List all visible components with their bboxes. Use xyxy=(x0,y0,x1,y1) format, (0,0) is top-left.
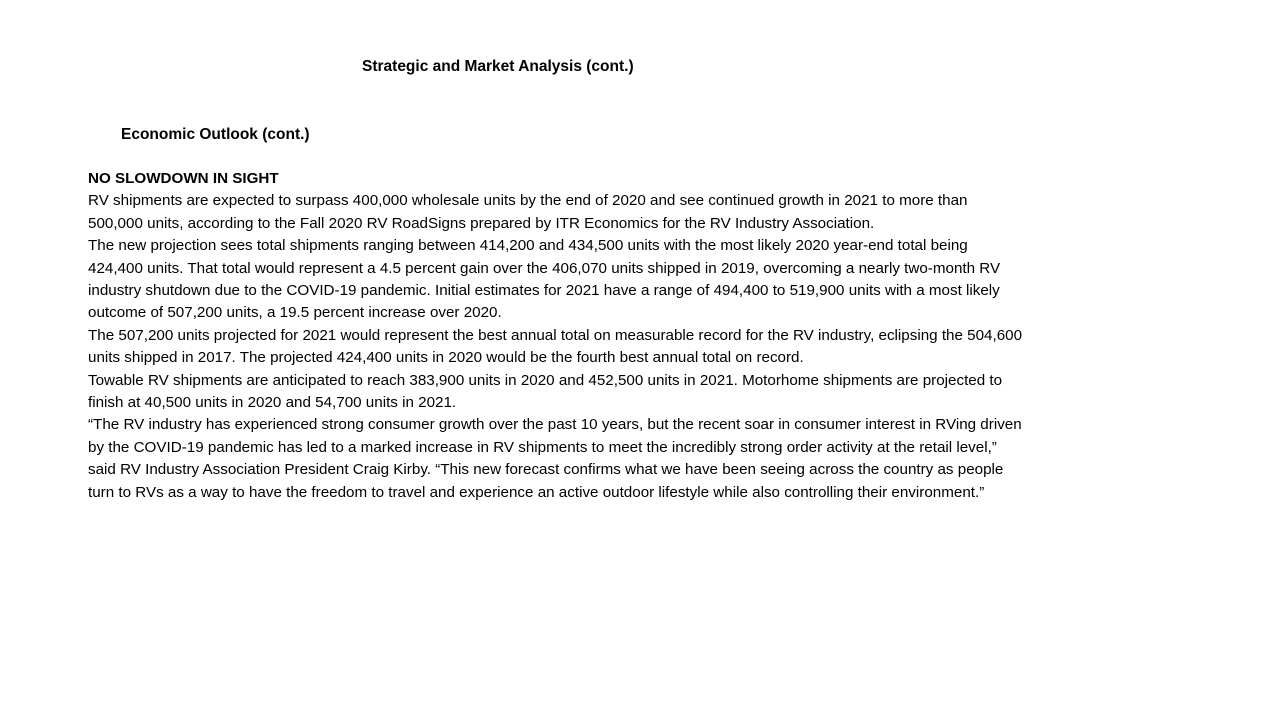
paragraph: The new projection sees total shipments ranging between 414,200 and 434,500 units with the most likely 2020 year-end total being 424,400 units. That total would represent a 4.5 percent gain over the 406,070 units shipped in 2019, overcoming a nearly two-month RV industry shutdown due to the COVID-19 pandemic. Initial estimates for 2021 have a range of 494,400 to 519,900 units with a most likely outcome of 507,200 units, a 19.5 percent increase over 2020. xyxy=(88,237,1001,322)
paragraph: “The RV industry has experienced strong consumer growth over the past 10 years, but the recent soar in consumer interest in RVing driven by the COVID-19 pandemic has led to a marked increase in RV shipments to meet the incredibly strong order activity at the retail level,” said RV Industry Association President Craig Kirby. “This new forecast confirms what we have been seeing across the country as people turn to RVs as a way to have the freedom to travel and experience an active outdoor lifestyle while also controlling their environment.” xyxy=(88,416,1022,501)
paragraph: RV shipments are expected to surpass 400,000 wholesale units by the end of 2020 and see continued growth in 2021 to more than 500,000 units, according to the Fall 2020 RV RoadSigns prepared by ITR Economics for the RV Industry Association. xyxy=(88,192,968,232)
section-heading: Economic Outlook (cont.) xyxy=(121,126,310,143)
slide-title: Strategic and Market Analysis (cont.) xyxy=(362,58,634,75)
paragraph: The 507,200 units projected for 2021 would represent the best annual total on measurable record for the RV industry, eclipsing the 504,600 units shipped in 2017. The projected 424,400 units in 2020 would be the fourth best annual total on record. xyxy=(88,326,1023,367)
subheading: NO SLOWDOWN IN SIGHT xyxy=(88,170,279,187)
body-text-block xyxy=(88,168,1023,504)
paragraph: Towable RV shipments are anticipated to reach 383,900 units in 2020 and 452,500 units in 2021. Motorhome shipments are projected to finish at 40,500 units in 2020 and 54,700 units in 2021. xyxy=(88,371,1003,412)
